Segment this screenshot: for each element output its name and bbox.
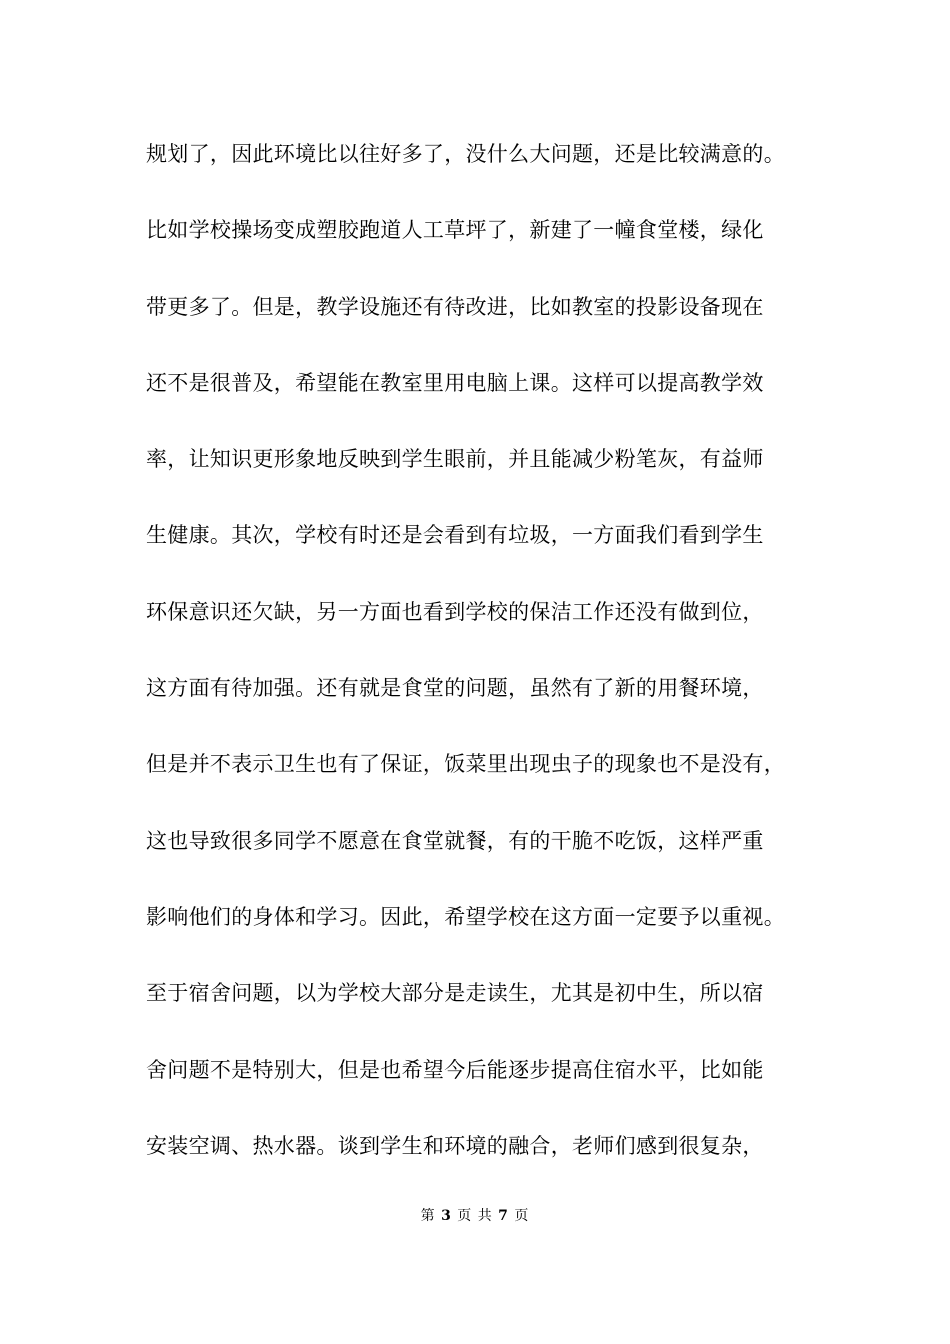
text-line: 带更多了。但是，教学设施还有待改进，比如教室的投影设备现在 — [146, 294, 764, 319]
footer-prefix: 第 — [420, 1208, 436, 1224]
text-line: 至于宿舍问题，以为学校大部分是走读生，尤其是初中生，所以宿 — [146, 981, 764, 1006]
text-line: 还不是很普及，希望能在教室里用电脑上课。这样可以提高教学效 — [146, 370, 764, 395]
text-line: 影响他们的身体和学习。因此，希望学校在这方面一定要予以重视。 — [146, 904, 785, 929]
footer-suffix: 页 — [514, 1208, 530, 1224]
page-footer — [0, 1206, 950, 1226]
body-text — [146, 134, 836, 1202]
text-line: 比如学校操场变成塑胶跑道人工草坪了，新建了一幢食堂楼，绿化 — [146, 218, 764, 243]
footer-middle: 页 共 — [457, 1208, 493, 1224]
text-line: 安装空调、热水器。谈到学生和环境的融合，老师们感到很复杂， — [146, 1133, 764, 1158]
text-line: 率，让知识更形象地反映到学生眼前，并且能减少粉笔灰，有益师 — [146, 447, 764, 472]
text-line: 这方面有待加强。还有就是食堂的问题，虽然有了新的用餐环境， — [146, 676, 764, 701]
total-pages-number: 7 — [498, 1208, 509, 1224]
current-page-number: 3 — [441, 1208, 452, 1224]
text-line: 环保意识还欠缺，另一方面也看到学校的保洁工作还没有做到位， — [146, 599, 764, 624]
text-line: 这也导致很多同学不愿意在食堂就餐，有的干脆不吃饭，这样严重 — [146, 828, 764, 853]
text-line: 生健康。其次，学校有时还是会看到有垃圾，一方面我们看到学生 — [146, 523, 764, 548]
text-line: 规划了，因此环境比以往好多了，没什么大问题，还是比较满意的。 — [146, 142, 785, 166]
text-line: 舍问题不是特别大，但是也希望今后能逐步提高住宿水平，比如能 — [146, 1057, 764, 1082]
text-line: 但是并不表示卫生也有了保证，饭菜里出现虫子的现象也不是没有， — [146, 752, 785, 777]
